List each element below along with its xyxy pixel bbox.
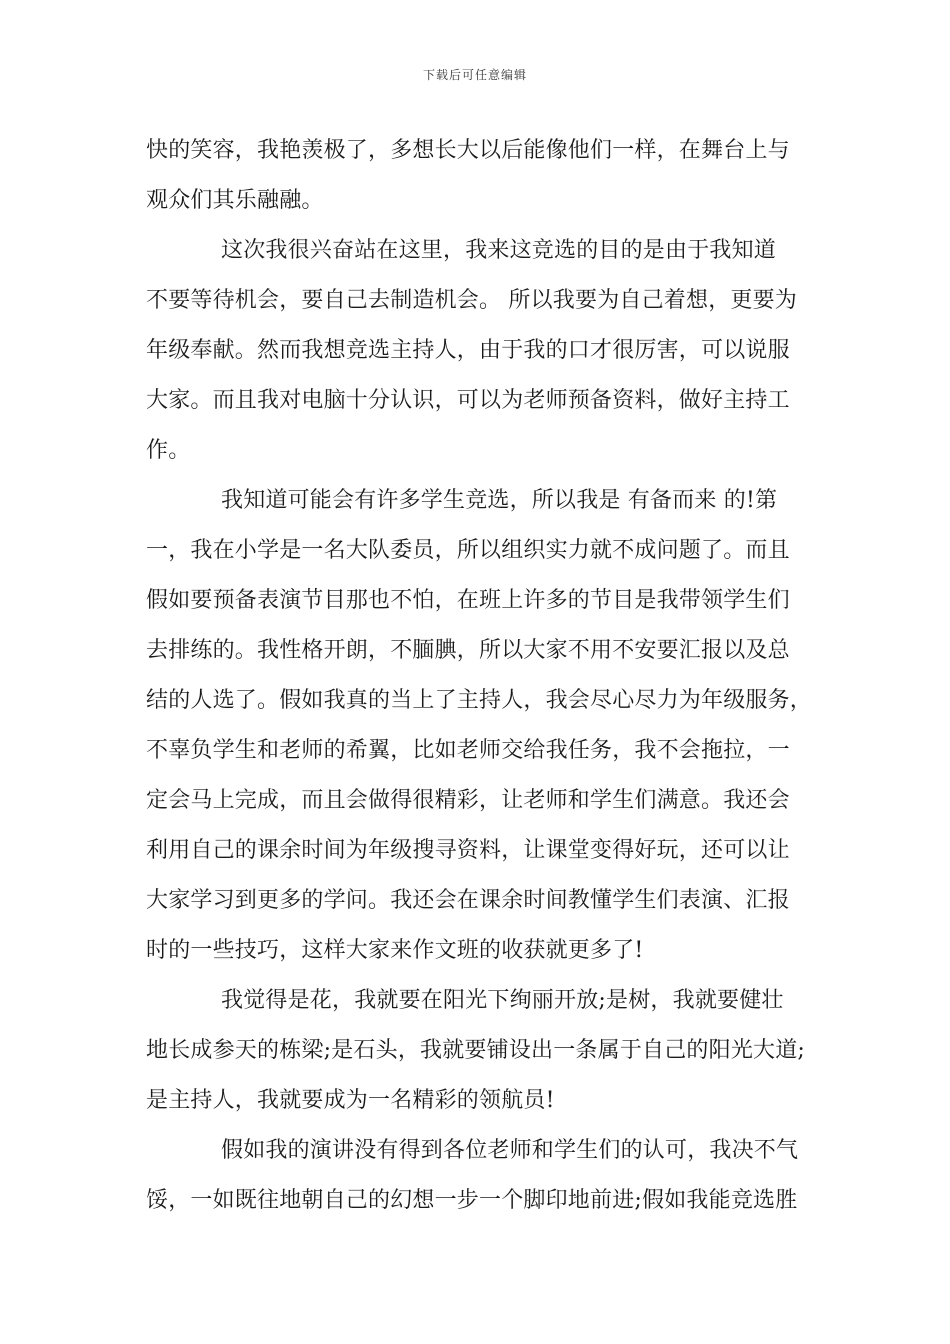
text-line: 大家。而且我对电脑十分认识，可以为老师预备资料，做好主持工 (146, 388, 790, 413)
text-line: 不辜负学生和老师的希翼，比如老师交给我任务，我不会拖拉，一 (146, 738, 790, 763)
text-line: 我觉得是花，我就要在阳光下绚丽开放;是树，我就要健壮 (221, 988, 784, 1013)
text-line: 一，我在小学是一名大队委员，所以组织实力就不成问题了。而且 (146, 538, 790, 563)
text-line: 时的一些技巧，这样大家来作文班的收获就更多了! (146, 938, 644, 963)
text-line: 快的笑容，我艳羡极了，多想长大以后能像他们一样，在舞台上与 (146, 138, 790, 163)
text-line: 观众们其乐融融。 (146, 188, 324, 213)
text-line: 利用自己的课余时间为年级搜寻资料，让课堂变得好玩，还可以让 (146, 838, 790, 863)
page-header: 下载后可任意编辑 (422, 68, 527, 82)
text-line: 假如要预备表演节目那也不怕，在班上许多的节目是我带领学生们 (146, 588, 790, 613)
text-line: 假如我的演讲没有得到各位老师和学生们的认可，我决不气 (221, 1138, 799, 1163)
text-line: 这次我很兴奋站在这里，我来这竞选的目的是由于我知道 (221, 238, 777, 263)
text-line: 去排练的。我性格开朗，不腼腆，所以大家不用不安要汇报以及总 (146, 638, 790, 663)
text-line: 地长成参天的栋梁;是石头，我就要铺设出一条属于自己的阳光大道; (146, 1038, 806, 1063)
text-line: 年级奉献。然而我想竞选主持人，由于我的口才很厉害，可以说服 (146, 338, 790, 363)
text-line: 结的人选了。假如我真的当上了主持人，我会尽心尽力为年级服务， (146, 688, 813, 713)
text-line: 定会马上完成，而且会做得很精彩，让老师和学生们满意。我还会 (146, 788, 790, 813)
text-line: 作。 (146, 438, 191, 463)
text-line: 是主持人，我就要成为一名精彩的领航员! (146, 1088, 555, 1113)
text-line: 我知道可能会有许多学生竞选，所以我是 有备而来 的!第 (221, 488, 778, 513)
text-line: 大家学习到更多的学问。我还会在课余时间教懂学生们表演、汇报 (146, 888, 790, 913)
text-line: 馁，一如既往地朝自己的幻想一步一个脚印地前进;假如我能竞选胜 (146, 1188, 798, 1213)
text-line: 不要等待机会，要自己去制造机会。 所以我要为自己着想，更要为 (146, 288, 797, 313)
